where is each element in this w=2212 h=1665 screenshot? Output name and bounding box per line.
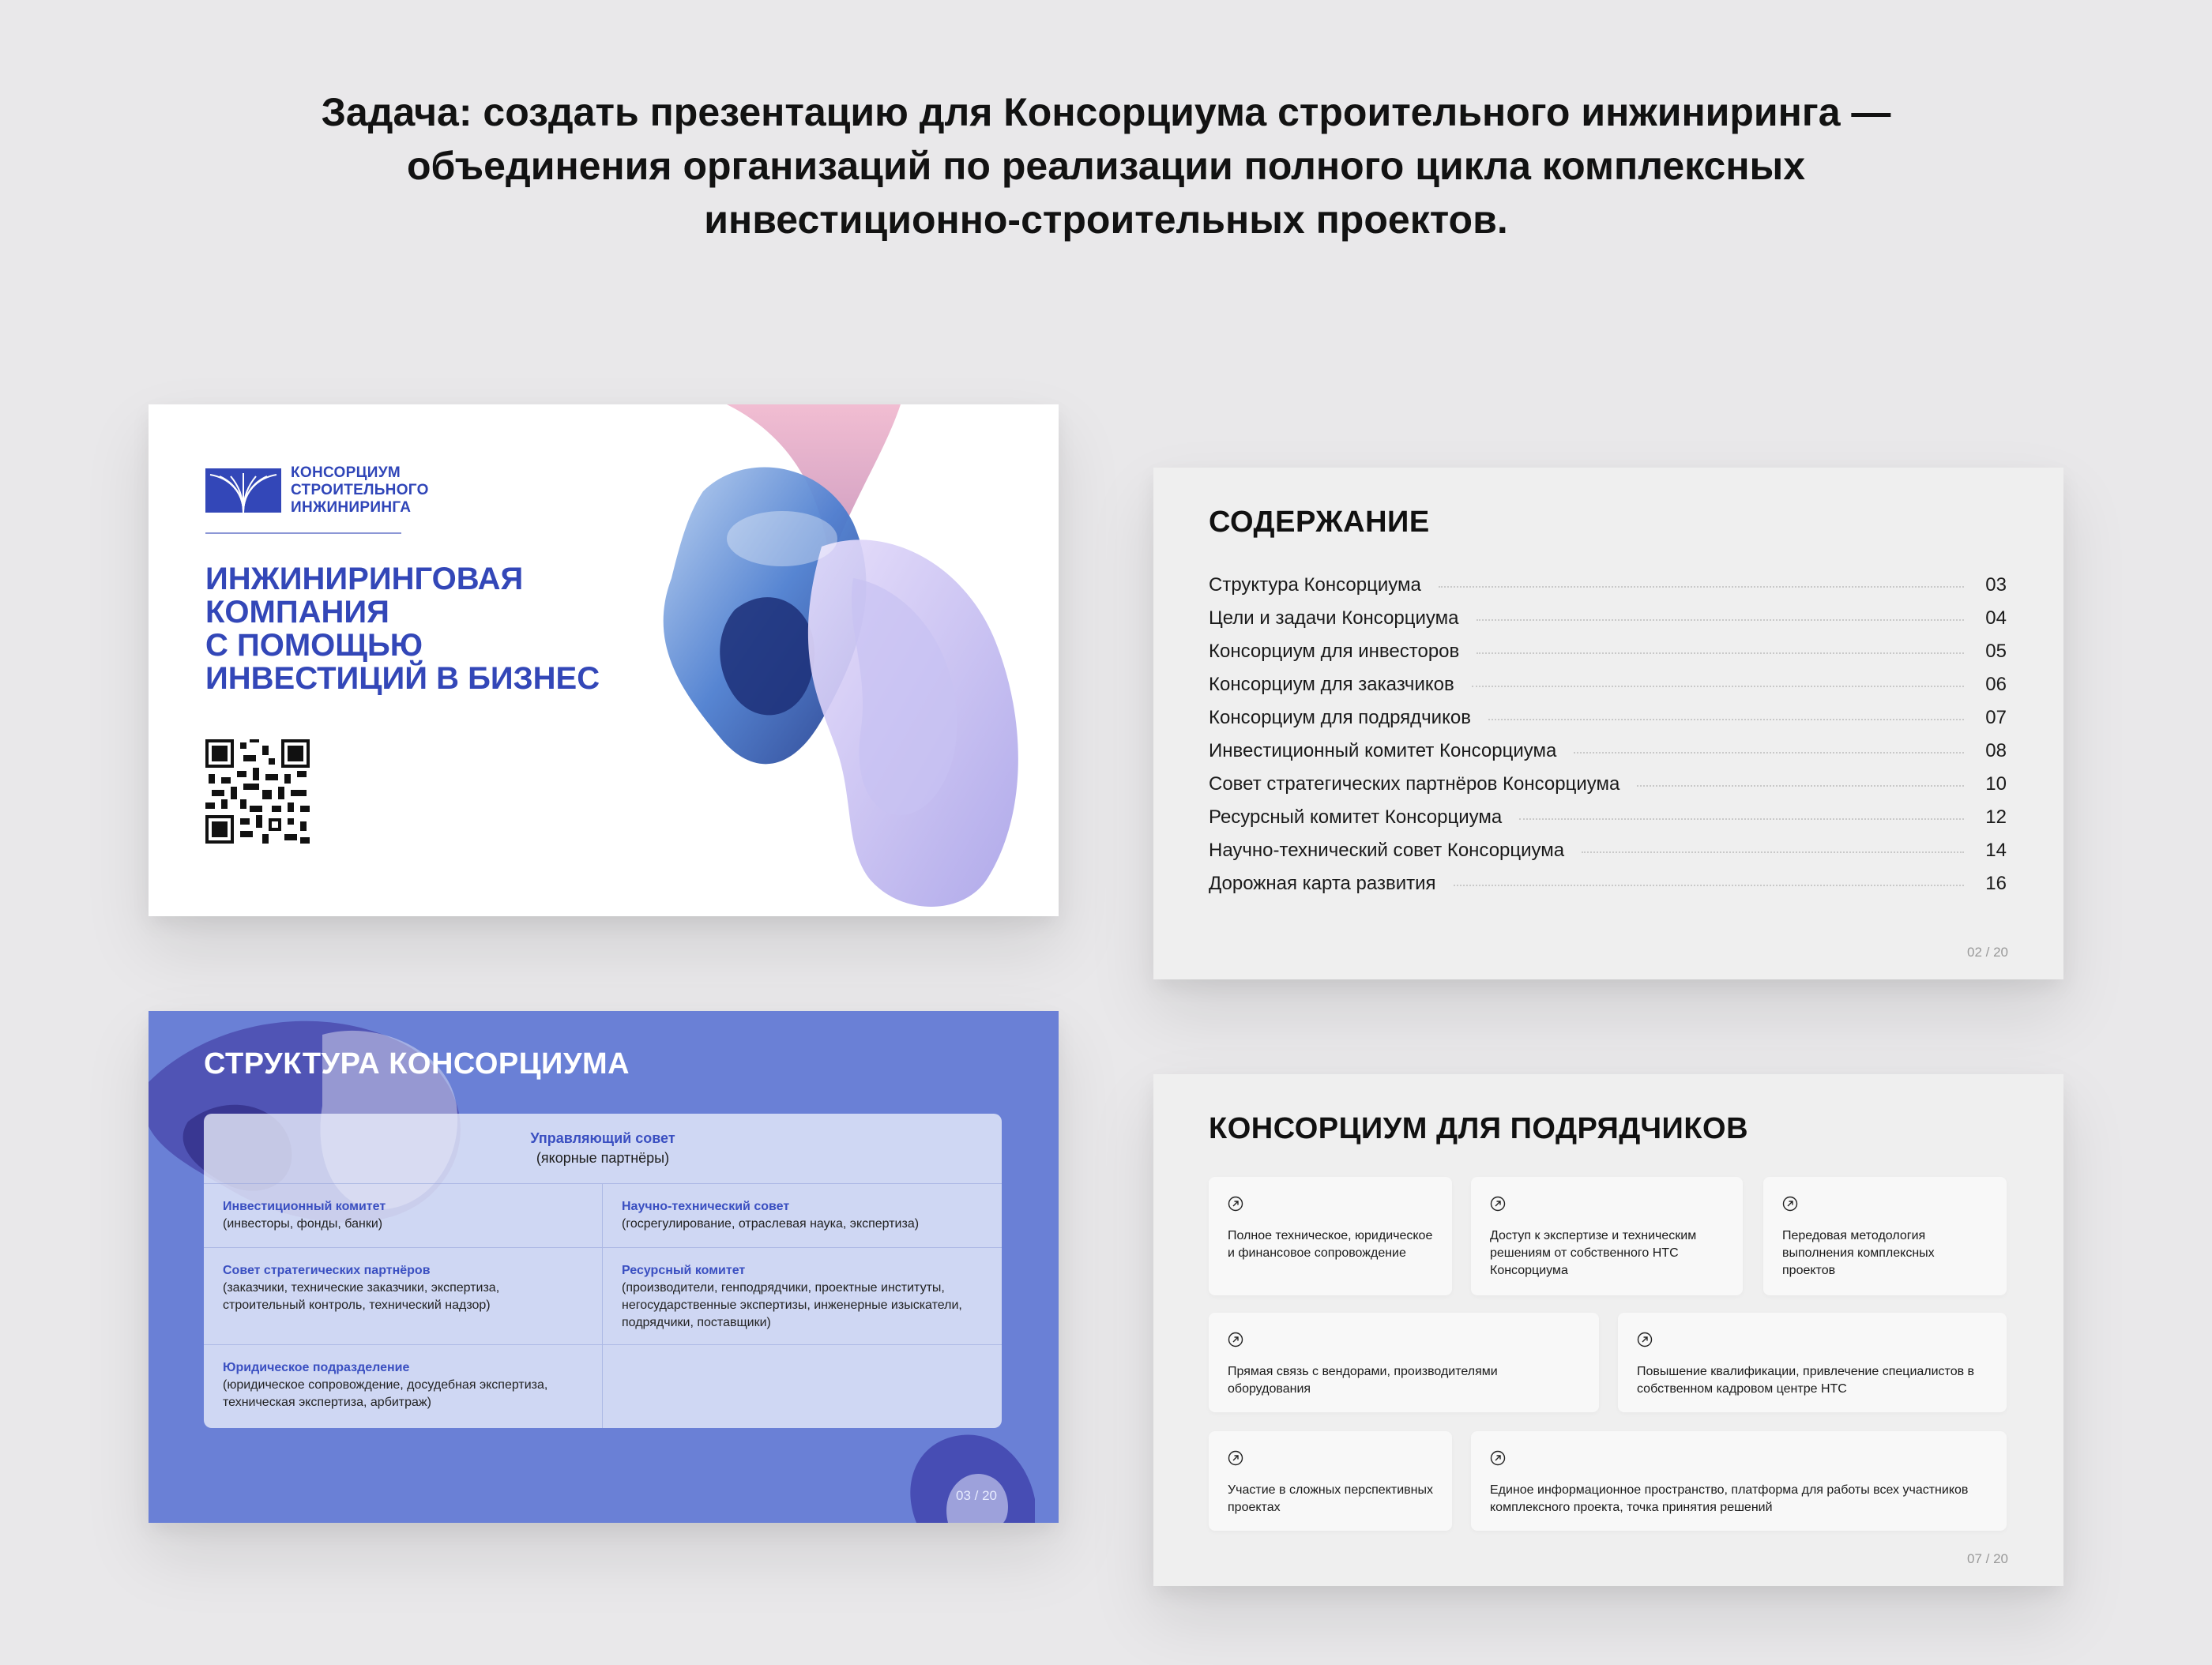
consortium-logo (205, 464, 429, 517)
contents-item-page: 10 (1985, 773, 2007, 795)
contents-item-label: Консорциум для инвесторов (1209, 641, 1460, 662)
structure-cell-title: Ресурсный комитет (622, 1264, 746, 1277)
contents-item-label: Консорциум для заказчиков (1209, 674, 1454, 695)
cover-title (205, 562, 600, 695)
structure-cell-title: Научно-технический совет (622, 1200, 790, 1213)
task-heading-line-3: инвестиционно-строительных проектов. (704, 197, 1508, 242)
contents-item-label: Ресурсный комитет Консорциума (1209, 806, 1503, 828)
contents-item-page: 04 (1985, 607, 2007, 629)
task-heading (158, 85, 2054, 246)
structure-cell (204, 1248, 603, 1345)
glass-shape-illustration (616, 404, 1059, 916)
contents-item[interactable] (1209, 701, 2007, 735)
structure-grid (204, 1184, 1002, 1428)
page-counter: 03 / 20 (956, 1488, 997, 1503)
contents-item-label: Консорциум для подрядчиков (1209, 707, 1471, 728)
logo-mark-icon (205, 468, 281, 513)
structure-cell (603, 1184, 1002, 1248)
logo-divider (205, 532, 401, 534)
contents-item[interactable] (1209, 569, 2007, 602)
contents-item[interactable] (1209, 602, 2007, 635)
dot-leader (1477, 619, 1965, 621)
contents-item-page: 14 (1985, 840, 2007, 861)
contents-item-label: Совет стратегических партнёров Консорциума (1209, 773, 1620, 795)
structure-head-title: Управляющий совет (530, 1130, 675, 1146)
structure-cell (204, 1345, 603, 1428)
benefit-card[interactable] (1471, 1431, 2007, 1531)
arrow-up-right-icon (1228, 1332, 1243, 1347)
contents-item-label: Инвестиционный комитет Консорциума (1209, 740, 1557, 761)
arrow-up-right-icon (1782, 1196, 1798, 1212)
dot-leader (1637, 785, 1964, 787)
contents-item-label: Цели и задачи Консорциума (1209, 607, 1459, 629)
arrow-up-right-icon (1490, 1450, 1506, 1466)
structure-cell-empty (603, 1345, 1002, 1428)
benefit-card[interactable] (1471, 1177, 1743, 1295)
structure-cell (204, 1184, 603, 1248)
structure-cell-title: Инвестиционный комитет (223, 1200, 386, 1213)
structure-cell (603, 1248, 1002, 1345)
slide-contractors[interactable] (1153, 1074, 2063, 1586)
qr-code-icon (205, 739, 310, 844)
benefit-card[interactable] (1618, 1313, 2007, 1412)
benefit-card-text: Доступ к экспертизе и техническим решениям от собственного НТС Консорциума (1490, 1229, 1697, 1277)
dot-leader (1582, 851, 1964, 853)
contents-item[interactable] (1209, 834, 2007, 867)
structure-head-subtitle: (якорные партнёры) (536, 1150, 670, 1166)
page-counter: 07 / 20 (1967, 1551, 2008, 1566)
structure-cell-desc: (инвесторы, фонды, банки) (223, 1217, 383, 1231)
arrow-up-right-icon (1228, 1450, 1243, 1466)
contents-item-page: 06 (1985, 674, 2007, 695)
contents-item-page: 16 (1985, 873, 2007, 894)
benefit-card[interactable] (1763, 1177, 2007, 1295)
contents-item[interactable] (1209, 768, 2007, 801)
dot-leader (1488, 719, 1964, 720)
dot-leader (1477, 652, 1964, 654)
slide-structure[interactable] (149, 1011, 1059, 1523)
structure-cell-desc: (производители, генподрядчики, проектные институты, негосударственные экспертизы, инженерные изыскатели, подрядчики, поставщики) (622, 1281, 962, 1329)
benefit-card[interactable] (1209, 1177, 1452, 1295)
slide-cover[interactable] (149, 404, 1059, 916)
dot-leader (1454, 885, 1964, 886)
dot-leader (1574, 752, 1964, 754)
contents-item-page: 07 (1985, 707, 2007, 728)
cover-title-line: КОМПАНИЯ (205, 595, 389, 630)
benefit-card[interactable] (1209, 1431, 1452, 1531)
structure-cell-title: Юридическое подразделение (223, 1361, 410, 1374)
benefit-card-text: Единое информационное пространство, платформа для работы всех участников комплексного проекта, точка принятия решений (1490, 1483, 1969, 1514)
contents-item[interactable] (1209, 635, 2007, 668)
contents-item-page: 05 (1985, 641, 2007, 662)
structure-cell-title: Совет стратегических партнёров (223, 1264, 431, 1277)
dot-leader (1439, 586, 1964, 588)
contents-item[interactable] (1209, 867, 2007, 900)
contents-item-page: 03 (1985, 574, 2007, 596)
benefit-card[interactable] (1209, 1313, 1599, 1412)
page-counter: 02 / 20 (1967, 945, 2008, 960)
contents-list (1209, 569, 2007, 900)
benefit-card-text: Участие в сложных перспективных проектах (1228, 1483, 1433, 1514)
dot-leader (1519, 818, 1964, 820)
structure-cell-desc: (заказчики, технические заказчики, экспертиза, строительный контроль, технический надзор) (223, 1281, 500, 1312)
contents-item[interactable] (1209, 801, 2007, 834)
benefit-card-text: Полное техническое, юридическое и финансовое сопровождение (1228, 1229, 1433, 1260)
arrow-up-right-icon (1228, 1196, 1243, 1212)
contents-title: СОДЕРЖАНИЕ (1209, 506, 1430, 539)
benefit-card-text: Передовая методология выполнения комплексных проектов (1782, 1229, 1935, 1277)
contractors-title: КОНСОРЦИУМ ДЛЯ ПОДРЯДЧИКОВ (1209, 1112, 1749, 1145)
contents-item-label: Дорожная карта развития (1209, 873, 1436, 894)
contents-item[interactable] (1209, 668, 2007, 701)
cover-title-line: ИНВЕСТИЦИЙ В БИЗНЕС (205, 661, 600, 696)
structure-head-cell (204, 1114, 1002, 1184)
task-heading-line-2: объединения организаций по реализации полного цикла комплексных (406, 144, 1806, 188)
contents-item[interactable] (1209, 735, 2007, 768)
structure-table (204, 1114, 1002, 1428)
benefit-card-text: Повышение квалификации, привлечение специалистов в собственном кадровом центре НТС (1637, 1365, 1975, 1396)
logo-text (291, 464, 429, 517)
contents-item-label: Научно-технический совет Консорциума (1209, 840, 1565, 861)
slide-contents[interactable] (1153, 468, 2063, 979)
cover-title-line: ИНЖИНИРИНГОВАЯ (205, 562, 524, 596)
arrow-up-right-icon (1637, 1332, 1653, 1347)
dot-leader (1472, 686, 1964, 687)
contents-item-page: 12 (1985, 806, 2007, 828)
structure-title: СТРУКТУРА КОНСОРЦИУМА (204, 1047, 630, 1081)
cover-title-line: С ПОМОЩЬЮ (205, 628, 423, 663)
arrow-up-right-icon (1490, 1196, 1506, 1212)
logo-text-line: СТРОИТЕЛЬНОГО (291, 482, 429, 498)
contents-item-label: Структура Консорциума (1209, 574, 1421, 596)
benefit-card-text: Прямая связь с вендорами, производителями оборудования (1228, 1365, 1498, 1396)
structure-cell-desc: (госрегулирование, отраслевая наука, экспертиза) (622, 1217, 920, 1231)
contents-item-page: 08 (1985, 740, 2007, 761)
logo-text-line: ИНЖИНИРИНГА (291, 499, 412, 516)
logo-text-line: КОНСОРЦИУМ (291, 464, 401, 481)
structure-cell-desc: (юридическое сопровождение, досудебная экспертиза, техническая экспертиза, арбитраж) (223, 1378, 548, 1409)
task-heading-line-1: Задача: создать презентацию для Консорциума строительного инжиниринга — (321, 90, 1891, 134)
